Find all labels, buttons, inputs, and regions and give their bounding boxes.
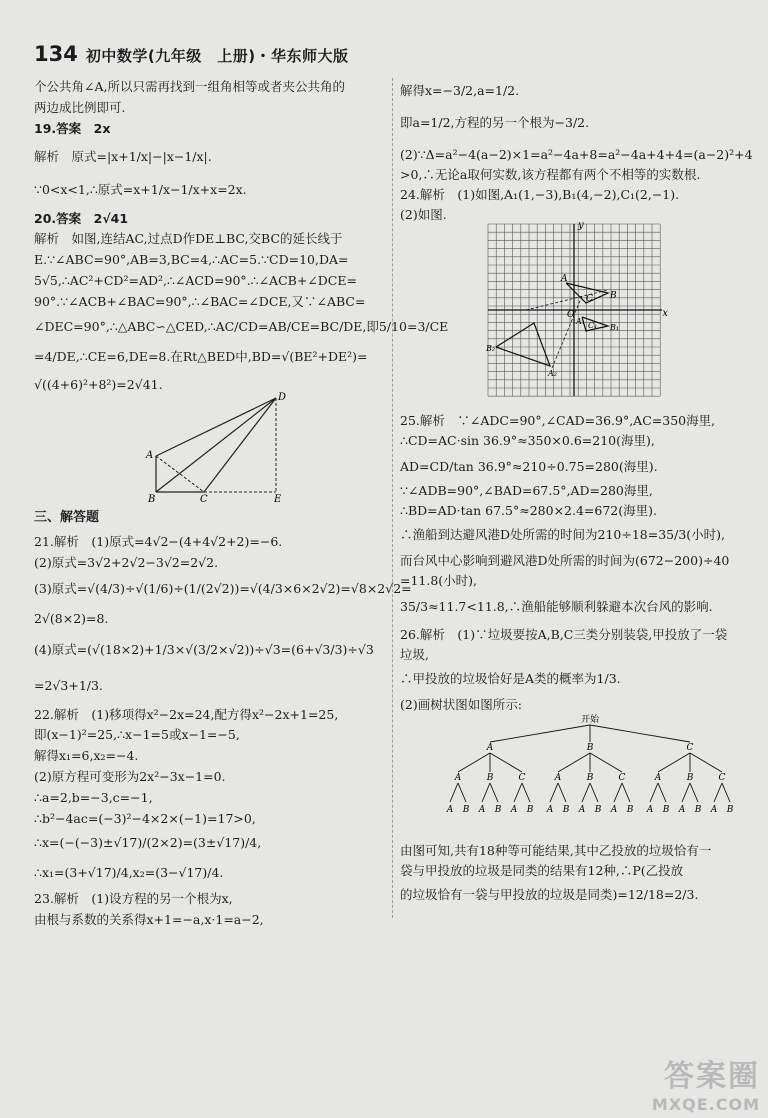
tree-branch: [490, 725, 590, 742]
tree-branch: [590, 753, 622, 772]
text-line: 垃圾,: [400, 647, 429, 662]
text-line: 90°.∵∠ACB+∠BAC=90°,∴∠BAC=∠DCE,又∵∠ABC=: [34, 294, 366, 309]
text-line: ∵0<x<1,∴原式=x+1/x−1/x+x=2x.: [34, 182, 247, 197]
text-line: 解得x=−3/2,a=1/2.: [400, 83, 520, 98]
text-line: 的垃圾恰有一袋与甲投放的垃圾是同类)=12/18=2/3.: [400, 887, 699, 902]
text-line: ∴b²−4ac=(−3)²−4×2×(−1)=17>0,: [34, 811, 256, 826]
text-line: 5√5,∴AC²+CD²=AD²,∴∠ACD=90°.∴∠ACB+∠DCE=: [34, 273, 357, 288]
figure-26-tree: [440, 714, 750, 830]
text-line: ∴a=2,b=−3,c=−1,: [34, 790, 153, 805]
tree-node-label: B: [562, 805, 570, 815]
tree-node-label: B: [586, 773, 594, 783]
page-number: 134: [34, 42, 78, 66]
tree-node-label: A: [546, 805, 554, 815]
tree-branch: [522, 783, 530, 802]
tree-node-label: A: [554, 773, 562, 783]
tree-node-label: A: [610, 805, 618, 815]
text-line: >0,∴无论a取何实数,该方程都有两个不相等的实数根.: [400, 167, 701, 182]
text-line: E.∵∠ABC=90°,AB=3,BC=4,∴AC=5.∵CD=10,DA=: [34, 252, 349, 267]
axis-y-label: y: [578, 220, 584, 231]
label-A1: A₁: [576, 317, 585, 326]
answer-19: 19.答案 2x: [34, 121, 111, 136]
tree-node-label: B: [586, 743, 594, 753]
tree-node-label: C: [618, 773, 626, 783]
label-C: C: [586, 294, 593, 304]
tree-branch: [558, 753, 590, 772]
tree-branch: [622, 783, 630, 802]
tree-branch: [458, 783, 466, 802]
tree-node-label: B: [494, 805, 502, 815]
origin-label: O: [567, 310, 575, 320]
label-B2: B₂: [486, 344, 496, 353]
tree-node-label: B: [662, 805, 670, 815]
text-line: 袋与甲投放的垃圾是同类的结果有12种,∴P(乙投放: [400, 863, 684, 878]
tree-branch: [490, 753, 522, 772]
text-line: 即a=1/2,方程的另一个根为−3/2.: [400, 115, 590, 130]
tree-node-label: A: [646, 805, 654, 815]
tree-branch: [482, 783, 490, 802]
tree-branch: [550, 783, 558, 802]
label-A: A: [146, 450, 154, 461]
page-header: [34, 42, 349, 70]
text-line: (4)原式=(√(18×2)+1/3×√(3/2×√2))÷√3=(6+√3/3)÷√3: [34, 642, 374, 657]
text-line: ∠DEC=90°,∴△ABC∽△CED,∴AC/CD=AB/CE=BC/DE,即5/10=3/CE: [34, 319, 449, 334]
text-line: ∵∠ADB=90°,∠BAD=67.5°,AD=280海里,: [400, 483, 653, 498]
label-C: C: [200, 494, 208, 502]
text-line: 24.解析 (1)如图,A₁(1,−3),B₁(4,−2),C₁(2,−1).: [400, 187, 680, 202]
tree-node-label: C: [686, 743, 694, 753]
label-D: D: [278, 392, 287, 403]
tree-branch: [650, 783, 658, 802]
tree-root-label: 开始: [580, 715, 600, 725]
tree-node-label: C: [718, 773, 726, 783]
text-line: (2)原方程可变形为2x²−3x−1=0.: [34, 769, 226, 784]
column-divider: [392, 78, 393, 918]
tree-node-label: B: [626, 805, 634, 815]
tree-branch: [582, 783, 590, 802]
text-line: 而台风中心影响到避风港D处所需的时间为(672−200)÷40: [400, 553, 730, 568]
watermark: [652, 1051, 760, 1114]
tree-node-label: A: [578, 805, 586, 815]
text-line: =11.8(小时),: [400, 573, 478, 588]
tree-branch: [514, 783, 522, 802]
tree-node-label: C: [518, 773, 526, 783]
tree-node-label: B: [486, 773, 494, 783]
text-line: 个公共角∠A,所以只需再找到一组角相等或者夹公共角的: [34, 79, 345, 94]
text-line: 解得x₁=6,x₂=−4.: [34, 748, 139, 763]
figure-24-grid: [482, 218, 672, 400]
text-line: 23.解析 (1)设方程的另一个根为x,: [34, 891, 233, 906]
text-line: ∴渔船到达避风港D处所需的时间为210÷18=35/3(小时),: [400, 527, 726, 542]
axis-x-label: x: [662, 308, 668, 319]
text-line: 由图可知,共有18种等可能结果,其中乙投放的垃圾恰有一: [400, 843, 712, 858]
text-line: 25.解析 ∵∠ADC=90°,∠CAD=36.9°,AC=350海里,: [400, 413, 716, 428]
tree-branch: [658, 753, 690, 772]
tree-branch: [590, 783, 598, 802]
text-line: 2√(8×2)=8.: [34, 611, 109, 626]
tree-node-label: B: [462, 805, 470, 815]
text-line: 21.解析 (1)原式=4√2−(4+4√2+2)=−6.: [34, 534, 283, 549]
tree-branch: [614, 783, 622, 802]
tree-node-label: A: [454, 773, 462, 783]
tree-branch: [450, 783, 458, 802]
text-line: ∴CD=AC·sin 36.9°≈350×0.6=210(海里),: [400, 433, 655, 448]
label-A: A: [561, 274, 568, 284]
page-header-title: 初中数学(九年级 上册)・华东师大版: [85, 47, 349, 65]
label-B: B: [148, 494, 156, 502]
text-line: ∴x=(−(−3)±√17)/(2×2)=(3±√17)/4,: [34, 835, 262, 850]
text-line: =4/DE,∴CE=6,DE=8.在Rt△BED中,BD=√(BE²+DE²)=: [34, 349, 368, 364]
tree-node-label: A: [710, 805, 718, 815]
text-line: √((4+6)²+8²)=2√41.: [34, 377, 163, 392]
text-line: (2)∵Δ=a²−4(a−2)×1=a²−4a+8=a²−4a+4+4=(a−2)²+4: [400, 147, 753, 162]
text-line: 两边成比例即可.: [34, 100, 126, 115]
tree-node-label: B: [686, 773, 694, 783]
tree-branch: [458, 753, 490, 772]
tree-node-label: A: [678, 805, 686, 815]
tree-branch: [682, 783, 690, 802]
text-line: (2)如图.: [400, 207, 447, 222]
section-heading: 三、解答题: [34, 510, 100, 525]
tree-node-label: B: [694, 805, 702, 815]
tree-node-label: B: [526, 805, 534, 815]
text-line: =2√3+1/3.: [34, 678, 103, 693]
text-line: 22.解析 (1)移项得x²−2x=24,配方得x²−2x+1=25,: [34, 707, 339, 722]
text-line: ∴甲投放的垃圾恰好是A类的概率为1/3.: [400, 671, 621, 686]
tree-node-label: A: [446, 805, 454, 815]
tree-branch: [690, 753, 722, 772]
text-line: 即(x−1)²=25,∴x−1=5或x−1=−5,: [34, 727, 240, 742]
tree-branch: [690, 783, 698, 802]
tree-branch: [714, 783, 722, 802]
text-line: 26.解析 (1)∵垃圾要按A,B,C三类分别装袋,甲投放了一袋: [400, 627, 728, 642]
text-line: AD=CD/tan 36.9°≈210÷0.75=280(海里).: [400, 459, 658, 474]
label-E: E: [274, 494, 282, 502]
figure-20-geometry: [144, 390, 294, 502]
watermark-url: MXQE.COM: [651, 1095, 760, 1114]
tree-node-label: B: [594, 805, 602, 815]
text-line: 35/3≈11.7<11.8,∴渔船能够顺利躲避本次台风的影响.: [400, 599, 713, 614]
tree-branch: [590, 725, 690, 742]
tree-branch: [722, 783, 730, 802]
tree-node-label: A: [478, 805, 486, 815]
answer-20: 20.答案 2√41: [34, 211, 129, 226]
text-line: 解析 如图,连结AC,过点D作DE⊥BC,交BC的延长线于: [34, 231, 343, 246]
tree-node-label: A: [486, 743, 494, 753]
text-line: (3)原式=√(4/3)÷√(1/6)÷(1/(2√2))=√(4/3×6×2√2)=√8×2√2=: [34, 581, 412, 596]
tree-node-label: B: [726, 805, 734, 815]
label-B: B: [610, 291, 617, 301]
text-line: (2)原式=3√2+2√2−3√2=2√2.: [34, 555, 219, 570]
label-A2: A₂: [548, 369, 557, 378]
tree-branch: [658, 783, 666, 802]
text-line: 由根与系数的关系得x+1=−a,x·1=a−2,: [34, 912, 264, 927]
text-line: 解析 原式=|x+1/x|−|x−1/x|.: [34, 149, 212, 164]
tree-branch: [558, 783, 566, 802]
label-B1: B₁: [610, 323, 620, 332]
tree-branch: [490, 783, 498, 802]
text-line: ∴BD=AD·tan 67.5°≈280×2.4=672(海里).: [400, 503, 657, 518]
text-line: ∴x₁=(3+√17)/4,x₂=(3−√17)/4.: [34, 865, 224, 880]
watermark-text: 答案圈: [664, 1059, 760, 1094]
tree-node-label: A: [510, 805, 518, 815]
text-line: (2)画树状图如图所示:: [400, 697, 522, 712]
label-C1: C₁: [588, 321, 598, 330]
tree-node-label: A: [654, 773, 662, 783]
